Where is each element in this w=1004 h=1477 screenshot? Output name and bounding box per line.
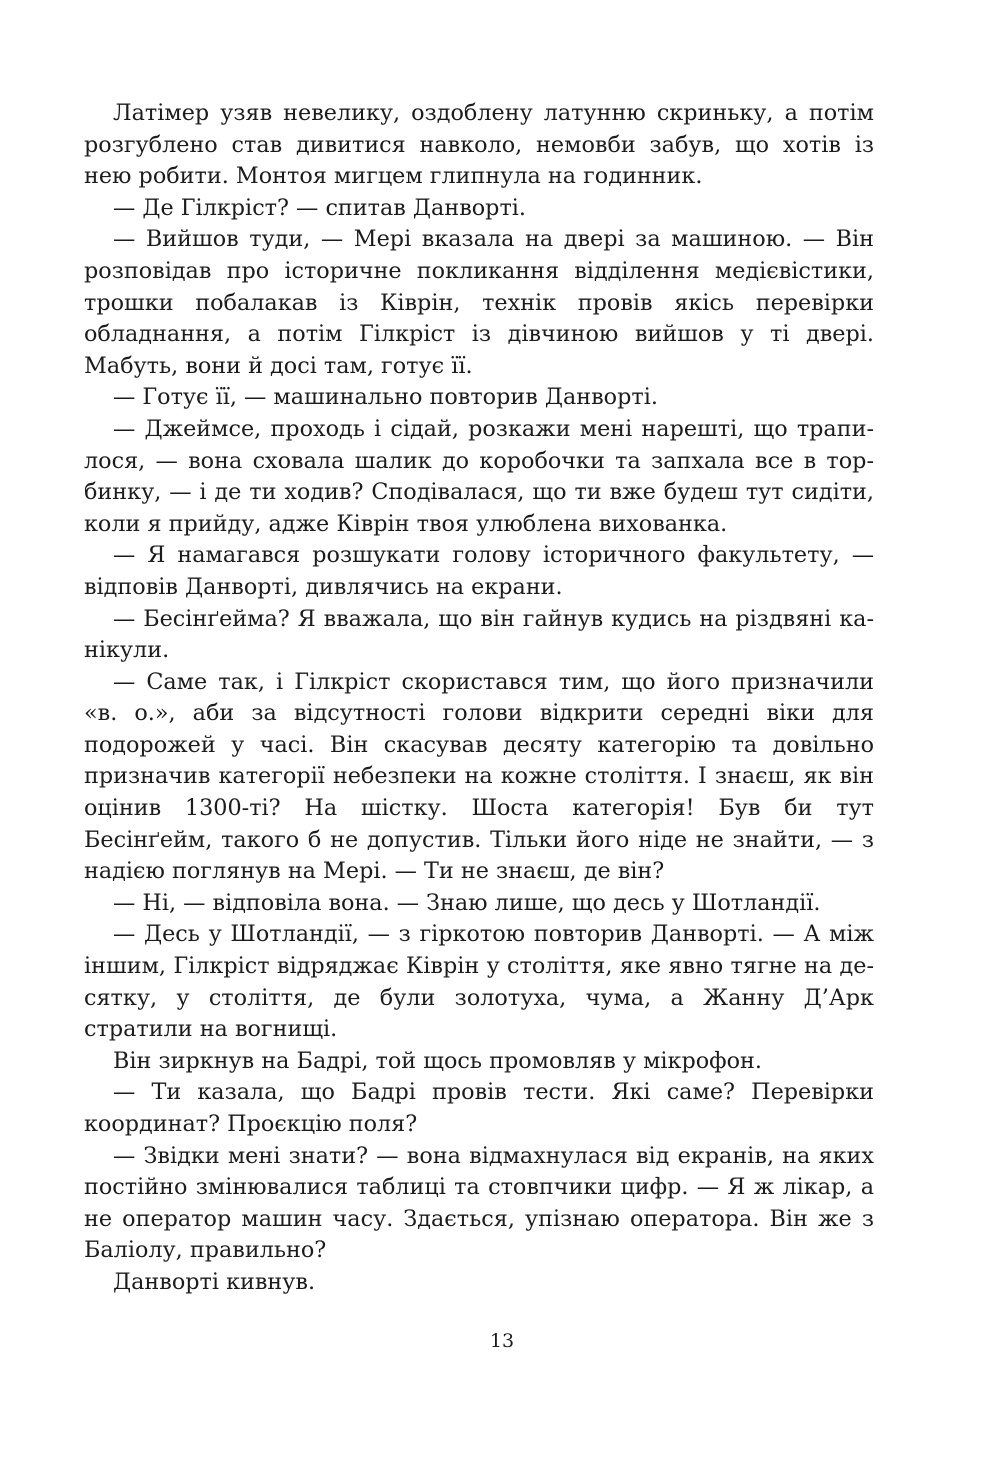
paragraph: — Готує її, — машинально повторив Данворті. [113, 384, 658, 411]
paragraph: Він зиркнув на Бадрі, той щось промовляв у мікрофон. [113, 1047, 763, 1074]
paragraph: — Ні, — відповіла вона. — Знаю лише, що десь у Шотландії. [113, 889, 821, 916]
paragraph: — Саме так, і Гілкріст скористався тим, що його призначили «в. о.», аби за відсутності голови відкрити середні віки для подорожей у часі. Він скасував десяту категорію та довільно призначив категорії небезпеки на кожне століття. І знаєш, як він оцінив 1300-ті? На шістку. Шоста категорія! Був би тут Бесінґейм, такого б не допустив. Тільки його ніде не знайти, — з надією поглянув на Мері. — Ти не знаєш, де він? [84, 668, 874, 885]
page-body [84, 98, 874, 1299]
paragraph: — Ти казала, що Бадрі провів тести. Які саме? Перевірки координат? Проєкцію поля? [84, 1079, 874, 1137]
paragraph: — Джеймсе, проходь і сідай, розкажи мені нарешті, що трапилося, — вона сховала шалик до коробочки та запхала все в торбинку, — і де ти ходив? Сподівалася, що ти вже будеш тут сидіти, коли я прийду, адже Ківрін твоя улюблена вихованка. [84, 415, 874, 537]
paragraph: — Бесінґейма? Я вважала, що він гайнув кудись на різдвяні канікули. [84, 605, 874, 664]
paragraph: — Я намагався розшукати голову історичного факультету, — відповів Данворті, дивлячись на екрани. [84, 542, 874, 600]
page-number: 13 [489, 1330, 515, 1352]
paragraph: — Де Гілкріст? — спитав Данворті. [113, 194, 527, 221]
paragraph: Данворті кивнув. [113, 1268, 316, 1295]
paragraph: — Вийшов туди, — Мері вказала на двері за машиною. — Він розповідав про історичне покликання відділення медієвістики, трошки побалакав із Ківрін, технік провів якісь перевірки обладнання, а потім Гілкріст із дівчиною вийшов у ті двері. Мабуть, вони й досі там, готує її. [84, 226, 874, 379]
paragraph: — Звідки мені знати? — вона відмахнулася від екранів, на яких постійно змінювалися таблиці та стовпчики цифр. — Я ж лікар, а не оператор машин часу. Здається, упізнаю оператора. Він же з Баліолу, правильно? [84, 1142, 874, 1264]
paragraph: — Десь у Шотландії, — з гіркотою повторив Данворті. — А між іншим, Гілкріст відряджає Ківрін у століття, яке явно тягне на десятку, у століття, де були золотуха, чума, а Жанну Д’Арк стратили на вогнищі. [84, 921, 874, 1043]
paragraph: Латімер узяв невелику, оздоблену латунню скриньку, а потім розгублено став дивитися навколо, немовби забув, що хотів із нею робити. Монтоя мигцем глипнула на годинник. [84, 100, 874, 190]
